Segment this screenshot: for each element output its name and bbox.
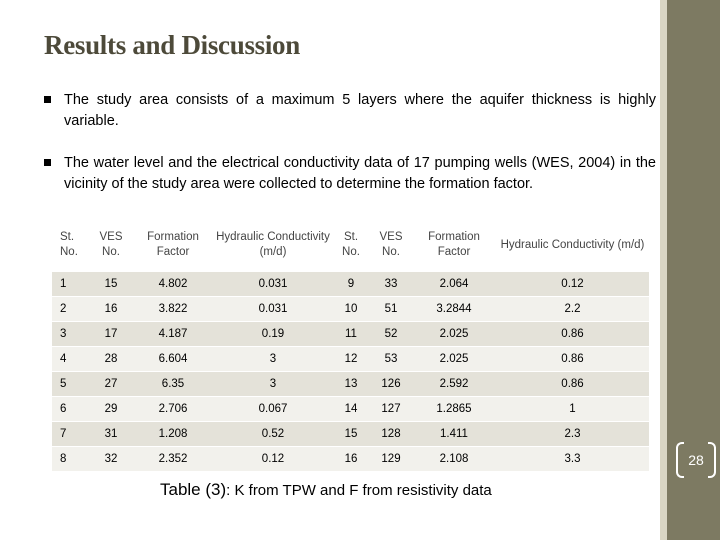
table-cell: 3	[52, 322, 90, 347]
table-cell: 12	[332, 347, 370, 372]
table-cell: 1	[496, 397, 649, 422]
table-cell: 127	[370, 397, 412, 422]
table-cell: 7	[52, 422, 90, 447]
table-cell: 16	[332, 447, 370, 472]
table-cell: 3	[214, 347, 332, 372]
table-cell: 1.208	[132, 422, 214, 447]
table-cell: 53	[370, 347, 412, 372]
left-bracket-icon	[676, 442, 684, 478]
table-row	[52, 297, 649, 322]
slide-title: Results and Discussion	[44, 30, 300, 60]
table-cell: 29	[90, 397, 132, 422]
bullet-item	[44, 90, 656, 132]
table-cell: 10	[332, 297, 370, 322]
table-cell: 2.108	[412, 447, 496, 472]
table-cell: 6.35	[132, 372, 214, 397]
table-cell: 15	[90, 270, 132, 297]
table-cell: 0.86	[496, 372, 649, 397]
table-cell: 51	[370, 297, 412, 322]
column-header: VES No.	[370, 222, 412, 270]
table-cell: 2.3	[496, 422, 649, 447]
column-header: Formation Factor	[412, 222, 496, 270]
table-cell: 17	[90, 322, 132, 347]
table-cell: 4	[52, 347, 90, 372]
table-cell: 0.031	[214, 270, 332, 297]
table-cell: 13	[332, 372, 370, 397]
table-cell: 5	[52, 372, 90, 397]
table-cell: 0.031	[214, 297, 332, 322]
table-cell: 6	[52, 397, 90, 422]
column-header: St. No.	[52, 222, 90, 270]
table-cell: 0.52	[214, 422, 332, 447]
decorative-band-light	[660, 0, 667, 540]
table-cell: 2.025	[412, 347, 496, 372]
bullet-item	[44, 153, 656, 195]
table-cell: 27	[90, 372, 132, 397]
table-cell: 2.064	[412, 270, 496, 297]
column-header: Hydraulic Conductivity (m/d)	[496, 222, 649, 270]
table-cell: 0.86	[496, 322, 649, 347]
table-cell: 2.2	[496, 297, 649, 322]
table-cell: 28	[90, 347, 132, 372]
table-row	[52, 322, 649, 347]
table-cell: 0.19	[214, 322, 332, 347]
bullet-text: The water level and the electrical conductivity data of 17 pumping wells (WES, 2004) in the vicinity of the study area were collected to determine the formation factor.	[64, 155, 656, 192]
table-cell: 2.352	[132, 447, 214, 472]
table-cell: 3	[214, 372, 332, 397]
table-cell: 1.411	[412, 422, 496, 447]
column-header: St. No.	[332, 222, 370, 270]
table-cell: 2.025	[412, 322, 496, 347]
table-cell: 52	[370, 322, 412, 347]
table-cell: 6.604	[132, 347, 214, 372]
column-header: VES No.	[90, 222, 132, 270]
caption-lead: Table (3)	[160, 480, 227, 499]
table-row	[52, 347, 649, 372]
table-cell: 128	[370, 422, 412, 447]
table-row	[52, 422, 649, 447]
table-cell: 1.2865	[412, 397, 496, 422]
table-cell: 0.067	[214, 397, 332, 422]
table-cell: 4.187	[132, 322, 214, 347]
table-cell: 0.86	[496, 347, 649, 372]
table-cell: 129	[370, 447, 412, 472]
table-cell: 9	[332, 270, 370, 297]
caption-text: : K from TPW and F from resistivity data	[226, 482, 492, 499]
table-cell: 3.3	[496, 447, 649, 472]
table-row	[52, 270, 649, 297]
table-cell: 14	[332, 397, 370, 422]
column-header: Hydraulic Conductivity (m/d)	[214, 222, 332, 270]
table-cell: 126	[370, 372, 412, 397]
table-row	[52, 397, 649, 422]
table-cell: 33	[370, 270, 412, 297]
table-cell: 3.2844	[412, 297, 496, 322]
table-cell: 2	[52, 297, 90, 322]
table-header-row	[52, 222, 649, 270]
table-cell: 4.802	[132, 270, 214, 297]
table-caption	[160, 480, 492, 500]
table-cell: 32	[90, 447, 132, 472]
table-cell: 16	[90, 297, 132, 322]
table-cell: 0.12	[496, 270, 649, 297]
table-cell: 11	[332, 322, 370, 347]
table-cell: 3.822	[132, 297, 214, 322]
bullet-square-icon	[44, 159, 51, 166]
results-table	[52, 222, 649, 471]
page-number-badge	[676, 440, 716, 480]
column-header: Formation Factor	[132, 222, 214, 270]
table-cell: 8	[52, 447, 90, 472]
table-row	[52, 372, 649, 397]
table-cell: 2.706	[132, 397, 214, 422]
bullet-text: The study area consists of a maximum 5 layers where the aquifer thickness is highly variable.	[64, 92, 656, 129]
bullet-square-icon	[44, 96, 51, 103]
table-cell: 31	[90, 422, 132, 447]
table-cell: 1	[52, 270, 90, 297]
table-row	[52, 447, 649, 472]
right-bracket-icon	[708, 442, 716, 478]
table-cell: 0.12	[214, 447, 332, 472]
page-number: 28	[688, 452, 704, 468]
table-cell: 2.592	[412, 372, 496, 397]
table-cell: 15	[332, 422, 370, 447]
